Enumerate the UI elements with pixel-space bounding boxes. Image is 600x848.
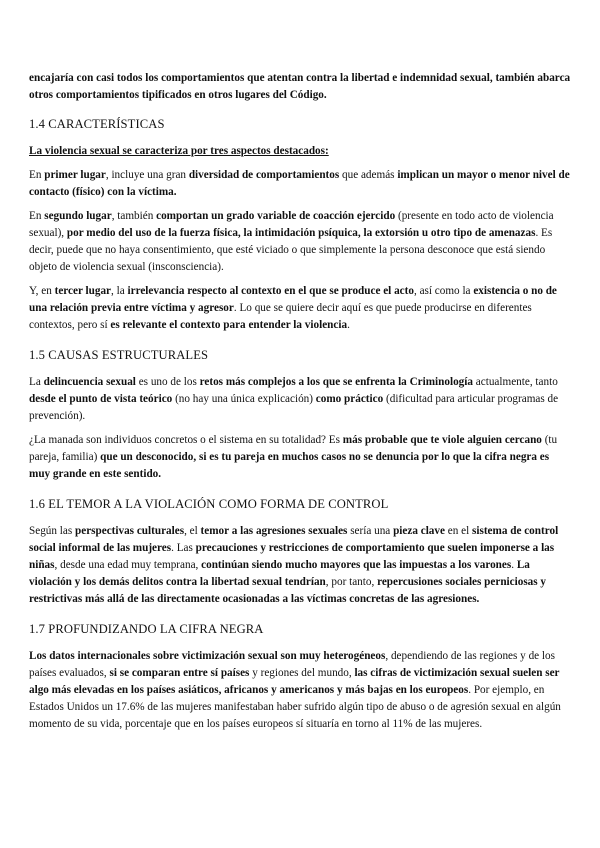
section-1-4-paragraph-2: En segundo lugar, también comportan un grado variable de coacción ejercido (presente en todo acto de violencia sexual), por medio del uso de la fuerza física, la intimidación psíquica, la extorsión u otro tipo de amenazas. Es decir, puede que no haya consentimiento, que esté viciado o que simplemente la persona desconoce que está siendo objeto de violencia sexual (insconsciencia). xyxy=(29,210,554,273)
document-body xyxy=(29,70,571,740)
intro-paragraph: encajaría con casi todos los comportamientos que atentan contra la libertad e indemnidad sexual, también abarca otros comportamientos tipificados en otros lugares del Código. xyxy=(29,72,571,101)
section-1-5-paragraph-1: La delincuencia sexual es uno de los retos más complejos a los que se enfrenta la Criminología actualmente, tanto desde el punto de vista teórico (no hay una única explicación) como práctico (dificultad para articular programas de prevención). xyxy=(29,376,559,422)
section-1-4-paragraph-1: En primer lugar, incluye una gran diversidad de comportamientos que además implican un mayor o menor nivel de contacto (físico) con la víctima. xyxy=(29,169,570,198)
section-1-6-paragraph-1: Según las perspectivas culturales, el temor a las agresiones sexuales sería una pieza clave en el sistema de control social informal de las mujeres. Las precauciones y restricciones de comportamiento que suelen imponerse a las niñas, desde una edad muy temprana, continúan siendo mucho mayores que las impuestas a los varones. La violación y los demás delitos contra la libertad sexual tendrían, por tanto, repercusiones sociales perniciosas y restrictivas más allá de las directamente ocasionadas a las víctimas concretas de las agresiones. xyxy=(29,525,559,605)
section-1-7-paragraph-1: Los datos internacionales sobre victimización sexual son muy heterogéneos, dependiendo de las regiones y de los países evaluados, si se comparan entre sí países y regiones del mundo, las cifras de victimización sexual suelen ser algo más elevadas en los países asiáticos, africanos y americanos y más bajas en los europeos. Por ejemplo, en Estados Unidos un 17.6% de las mujeres manifestaban haber sufrido algún tipo de abuso o de agresión sexual en algún momento de su vida, porcentaje que en los países europeos sí situaría en torno al 11% de las mujeres. xyxy=(29,650,561,730)
section-heading-1-6: 1.6 EL TEMOR A LA VIOLACIÓN COMO FORMA DE CONTROL xyxy=(29,497,389,511)
section-1-5-paragraph-2: ¿La manada son individuos concretos o el sistema en su totalidad? Es más probable que te viole alguien cercano (tu pareja, familia) que un desconocido, si es tu pareja en muchos casos no se denuncia por lo que la cifra negra es muy grande en este sentido. xyxy=(29,434,558,480)
section-1-4-lead: La violencia sexual se caracteriza por tres aspectos destacados: xyxy=(29,145,329,157)
section-1-4-paragraph-3: Y, en tercer lugar, la irrelevancia respecto al contexto en el que se produce el acto, así como la existencia o no de una relación previa entre víctima y agresor. Lo que se quiere decir aquí es que puede producirse en diferentes contextos, pero sí es relevante el contexto para entender la violencia. xyxy=(29,285,557,331)
section-heading-1-7: 1.7 PROFUNDIZANDO LA CIFRA NEGRA xyxy=(29,622,264,636)
section-heading-1-4: 1.4 CARACTERÍSTICAS xyxy=(29,117,165,131)
section-heading-1-5: 1.5 CAUSAS ESTRUCTURALES xyxy=(29,348,209,362)
